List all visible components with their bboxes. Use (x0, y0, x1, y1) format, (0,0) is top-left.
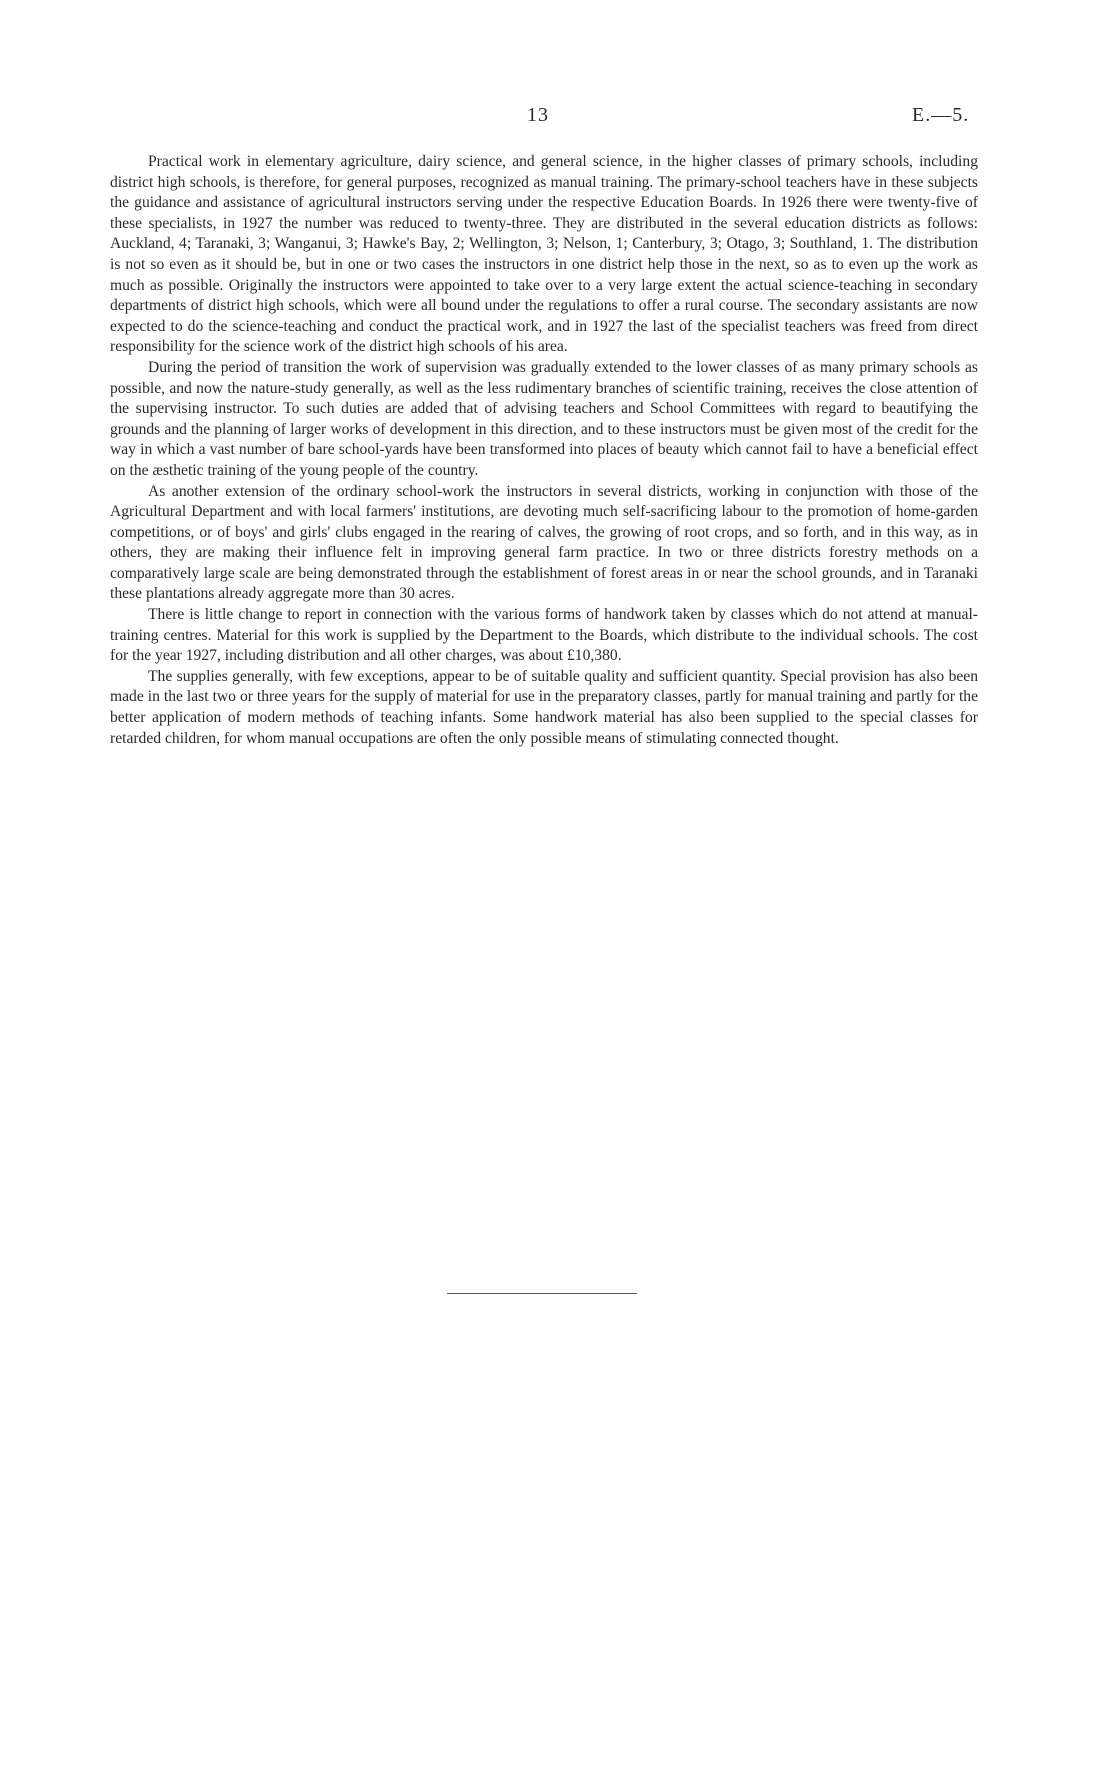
paragraph-science-instructors: Practical work in elementary agriculture, dairy science, and general science, in the higher classes of primary schools, including district high schools, is therefore, for general purposes, recognized as manual training. The primary-school teachers have in these subjects the guidance and assistance of agricultural instructors serving under the respective Education Boards. In 1926 there were twenty-five of these specialists, in 1927 the number was reduced to twenty-three. They are distributed in the several education districts as follows: Auckland, 4; Taranaki, 3; Wanganui, 3; Hawke's Bay, 2; Wellington, 3; Nelson, 1; Canterbury, 3; Otago, 3; Southland, 1. The distribution is not so even as it should be, but in one or two cases the instructors in one district help those in the next, so as to even up the work as much as possible. Originally the instructors were appointed to take over to a very large extent the actual science-teaching in secondary departments of district high schools, which were all bound under the regulations to offer a rural course. The secondary assistants are now expected to do the science-teaching and conduct the practical work, and in 1927 the last of the specialist teachers was freed from direct responsibility for the science work of the district high schools of his area. (110, 153, 978, 356)
page-number: 13 (527, 104, 549, 126)
page-header (0, 104, 1114, 136)
document-reference: E.—5. (912, 104, 970, 126)
paragraph-handwork-cost: There is little change to report in connection with the various forms of handwork taken by classes which do not attend at manual-training centres. Material for this work is supplied by the Department to the Boards, which distribute to the individual schools. The cost for the year 1927, including distribution and all other charges, was about £10,380. (110, 606, 978, 665)
body-text (110, 152, 978, 749)
paragraph-supplies: The supplies generally, with few exceptions, appear to be of suitable quality and sufficient quantity. Special provision has also been made in the last two or three years for the supply of material for use in the preparatory classes, partly for manual training and partly for the better application of modern methods of teaching infants. Some handwork material has also been supplied to the special classes for retarded children, for whom manual occupations are often the only possible means of stimulating connected thought. (110, 667, 978, 747)
section-divider (447, 1293, 637, 1294)
paragraph-extension-work: As another extension of the ordinary school-work the instructors in several districts, working in conjunction with those of the Agricultural Department and with local farmers' institutions, are devoting much self-sacrificing labour to the promotion of home-garden competitions, or of boys' and girls' clubs engaged in the rearing of calves, the growing of root crops, and so forth, and in this way, as in others, they are making their influence felt in improving general farm practice. In two or three districts forestry methods on a comparatively large scale are being demonstrated through the establishment of forest areas in or near the school grounds, and in Taranaki these plantations already aggregate more than 30 acres. (110, 482, 978, 603)
paragraph-supervision: During the period of transition the work of supervision was gradually extended to the lower classes of as many primary schools as possible, and now the nature-study generally, as well as the less rudimentary branches of scientific training, receives the close attention of the supervising instructor. To such duties are added that of advising teachers and School Committees with regard to beautifying the grounds and the planning of larger works of development in this direction, and to these instructors must be given most of the credit for the way in which a vast number of bare school-yards have been transformed into places of beauty which cannot fail to have a beneficial effect on the æsthetic training of the young people of the country. (110, 358, 978, 479)
